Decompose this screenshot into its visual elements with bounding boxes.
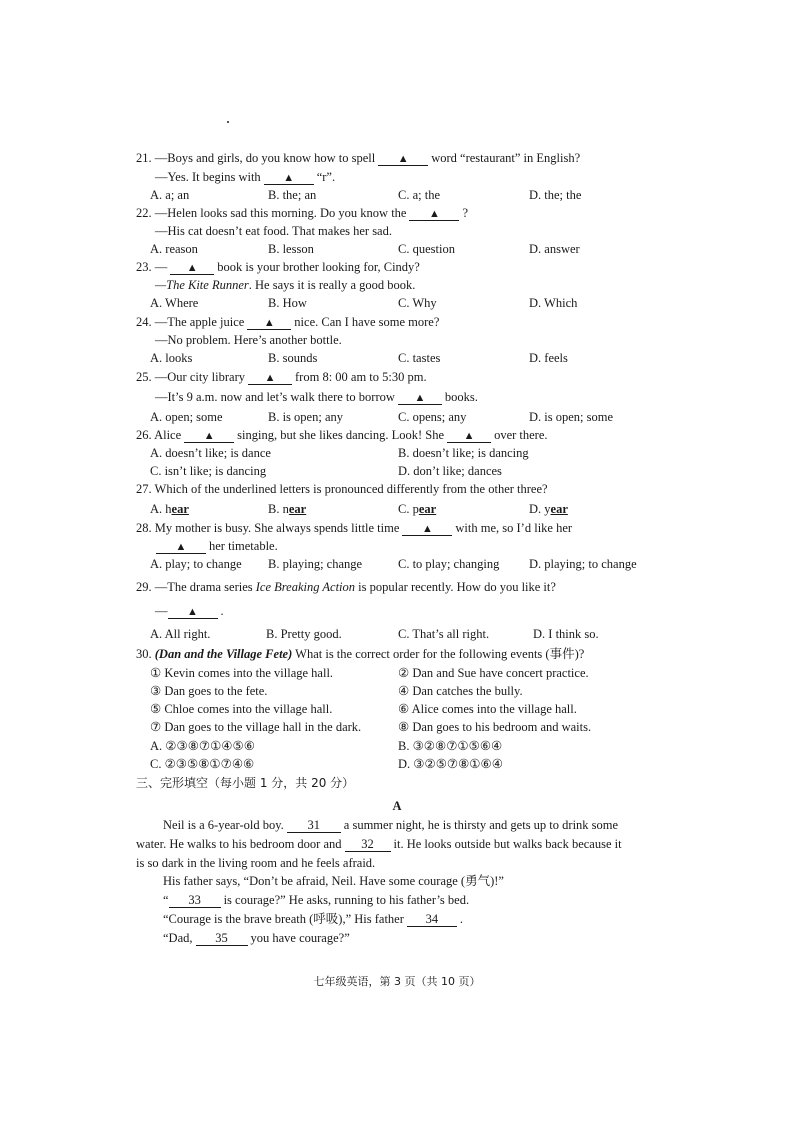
- q28-option-d: D. playing; to change: [529, 557, 637, 571]
- q25-line1: 25. —Our city library ▲ from 8: 00 am to 5:30 pm.: [136, 370, 427, 384]
- cloze-blank-33: 33: [169, 894, 221, 908]
- q23-line1: 23. — ▲ book is your brother looking for, Cindy?: [136, 260, 420, 274]
- q23-line2: —The Kite Runner. He says it is really a good book.: [155, 278, 416, 292]
- q29-blank: ▲: [168, 605, 218, 619]
- q22-option-a: A. reason: [150, 242, 198, 256]
- q30-event-6: ⑥ Alice comes into the village hall.: [398, 702, 577, 716]
- q27-option-c: C. pear: [398, 502, 437, 516]
- q23-option-d: D. Which: [529, 296, 578, 310]
- q30-event-7: ⑦ Dan goes to the village hall in the dark.: [150, 720, 362, 734]
- q29-option-b: B. Pretty good.: [266, 627, 342, 641]
- passage-line4: His father says, “Don’t be afraid, Neil. Have some courage (勇气)!”: [163, 874, 504, 888]
- passage-part-label: A: [392, 799, 402, 813]
- passage-line3: is so dark in the living room and he feels afraid.: [136, 856, 376, 870]
- q21-line2: —Yes. It begins with ▲ “r”.: [155, 170, 336, 184]
- q27-line1: 27. Which of the underlined letters is pronounced differently from the other three?: [136, 482, 548, 496]
- q22-line2: —His cat doesn’t eat food. That makes her sad.: [155, 224, 392, 238]
- q21-option-a: A. a; an: [150, 188, 190, 202]
- q22-option-d: D. answer: [529, 242, 580, 256]
- q26-blank2: ▲: [447, 429, 491, 443]
- q28-option-c: C. to play; changing: [398, 557, 500, 571]
- q26-option-a: A. doesn’t like; is dance: [150, 446, 271, 460]
- cloze-blank-32: 32: [345, 838, 391, 852]
- passage-line5: “ 33 is courage?” He asks, running to his father’s bed.: [163, 893, 470, 907]
- q24-blank: ▲: [247, 316, 291, 330]
- q24-option-a: A. looks: [150, 351, 193, 365]
- q30-line1: 30. (Dan and the Village Fete) What is the correct order for the following events (事件)?: [136, 647, 585, 661]
- q29-option-c: C. That’s all right.: [398, 627, 490, 641]
- q26-option-b: B. doesn’t like; is dancing: [398, 446, 529, 460]
- q21-option-c: C. a; the: [398, 188, 441, 202]
- q30-option-d: D. ③②⑤⑦⑧①⑥④: [398, 757, 503, 771]
- q22-option-c: C. question: [398, 242, 455, 256]
- q26-line1: 26. Alice ▲ singing, but she likes dancing. Look! She ▲ over there.: [136, 428, 548, 442]
- q25-blank2: ▲: [398, 391, 442, 405]
- q22-option-b: B. lesson: [268, 242, 314, 256]
- cloze-blank-34: 34: [407, 913, 457, 927]
- q29-line2: — ▲ .: [155, 604, 224, 618]
- q23-option-c: C. Why: [398, 296, 437, 310]
- q29-option-a: A. All right.: [150, 627, 211, 641]
- q30-event-1: ① Kevin comes into the village hall.: [150, 666, 334, 680]
- q24-option-c: C. tastes: [398, 351, 441, 365]
- q23-blank: ▲: [170, 261, 214, 275]
- q22-blank: ▲: [409, 207, 459, 221]
- q24-line1: 24. —The apple juice ▲ nice. Can I have some more?: [136, 315, 440, 329]
- speck: [227, 121, 229, 123]
- q28-blank1: ▲: [402, 522, 452, 536]
- q23-option-a: A. Where: [150, 296, 199, 310]
- passage-line2: water. He walks to his bedroom door and 32 it. He looks outside but walks back because it: [136, 837, 622, 851]
- q25-blank1: ▲: [248, 371, 292, 385]
- q28-option-b: B. playing; change: [268, 557, 363, 571]
- cloze-blank-35: 35: [196, 932, 248, 946]
- q27-option-a: A. hear: [150, 502, 189, 516]
- q27-option-b: B. near: [268, 502, 307, 516]
- q25-option-b: B. is open; any: [268, 410, 343, 424]
- q24-option-b: B. sounds: [268, 351, 318, 365]
- q28-line2: ▲ her timetable.: [153, 540, 278, 554]
- q30-event-5: ⑤ Chloe comes into the village hall.: [150, 702, 333, 716]
- q28-option-a: A. play; to change: [150, 557, 242, 571]
- section3-heading: 三、完形填空（每小题 1 分，共 20 分）: [136, 776, 355, 790]
- q23-option-b: B. How: [268, 296, 307, 310]
- q21-blank1: ▲: [378, 152, 428, 166]
- page-footer: 七年级英语，第 3 页（共 10 页）: [313, 975, 481, 988]
- q25-option-a: A. open; some: [150, 410, 223, 424]
- q25-option-d: D. is open; some: [529, 410, 614, 424]
- q26-blank1: ▲: [184, 429, 234, 443]
- passage-line6: “Courage is the brave breath (呼吸),” His father 34 .: [163, 912, 464, 926]
- q25-line2: —It’s 9 a.m. now and let’s walk there to borrow ▲ books.: [155, 390, 478, 404]
- q26-option-c: C. isn’t like; is dancing: [150, 464, 267, 478]
- q30-option-c: C. ②③⑤⑧①⑦④⑥: [150, 757, 255, 771]
- q24-option-d: D. feels: [529, 351, 568, 365]
- passage-line7: “Dad, 35 you have courage?”: [163, 931, 350, 945]
- q24-line2: —No problem. Here’s another bottle.: [155, 333, 342, 347]
- q29-option-d: D. I think so.: [533, 627, 599, 641]
- q26-option-d: D. don’t like; dances: [398, 464, 502, 478]
- q30-option-b: B. ③②⑧⑦①⑤⑥④: [398, 739, 503, 753]
- q27-option-d: D. year: [529, 502, 568, 516]
- q22-line1: 22. —Helen looks sad this morning. Do you know the ▲ ?: [136, 206, 469, 220]
- q30-event-3: ③ Dan goes to the fete.: [150, 684, 268, 698]
- q25-option-c: C. opens; any: [398, 410, 467, 424]
- q30-event-8: ⑧ Dan goes to his bedroom and waits.: [398, 720, 592, 734]
- q28-line1: 28. My mother is busy. She always spends little time ▲ with me, so I’d like her: [136, 521, 573, 535]
- q30-event-4: ④ Dan catches the bully.: [398, 684, 523, 698]
- q30-option-a: A. ②③⑧⑦①④⑤⑥: [150, 739, 255, 753]
- passage-line1: Neil is a 6-year-old boy. 31 a summer night, he is thirsty and gets up to drink some: [163, 818, 619, 832]
- q29-line1: 29. —The drama series Ice Breaking Action is popular recently. How do you like it?: [136, 580, 556, 594]
- q21-blank2: ▲: [264, 171, 314, 185]
- q21-option-b: B. the; an: [268, 188, 317, 202]
- q21-line1: 21. —Boys and girls, do you know how to spell ▲ word “restaurant” in English?: [136, 151, 581, 165]
- q28-blank2: ▲: [156, 540, 206, 554]
- cloze-blank-31: 31: [287, 819, 341, 833]
- q30-event-2: ② Dan and Sue have concert practice.: [398, 666, 589, 680]
- q21-option-d: D. the; the: [529, 188, 582, 202]
